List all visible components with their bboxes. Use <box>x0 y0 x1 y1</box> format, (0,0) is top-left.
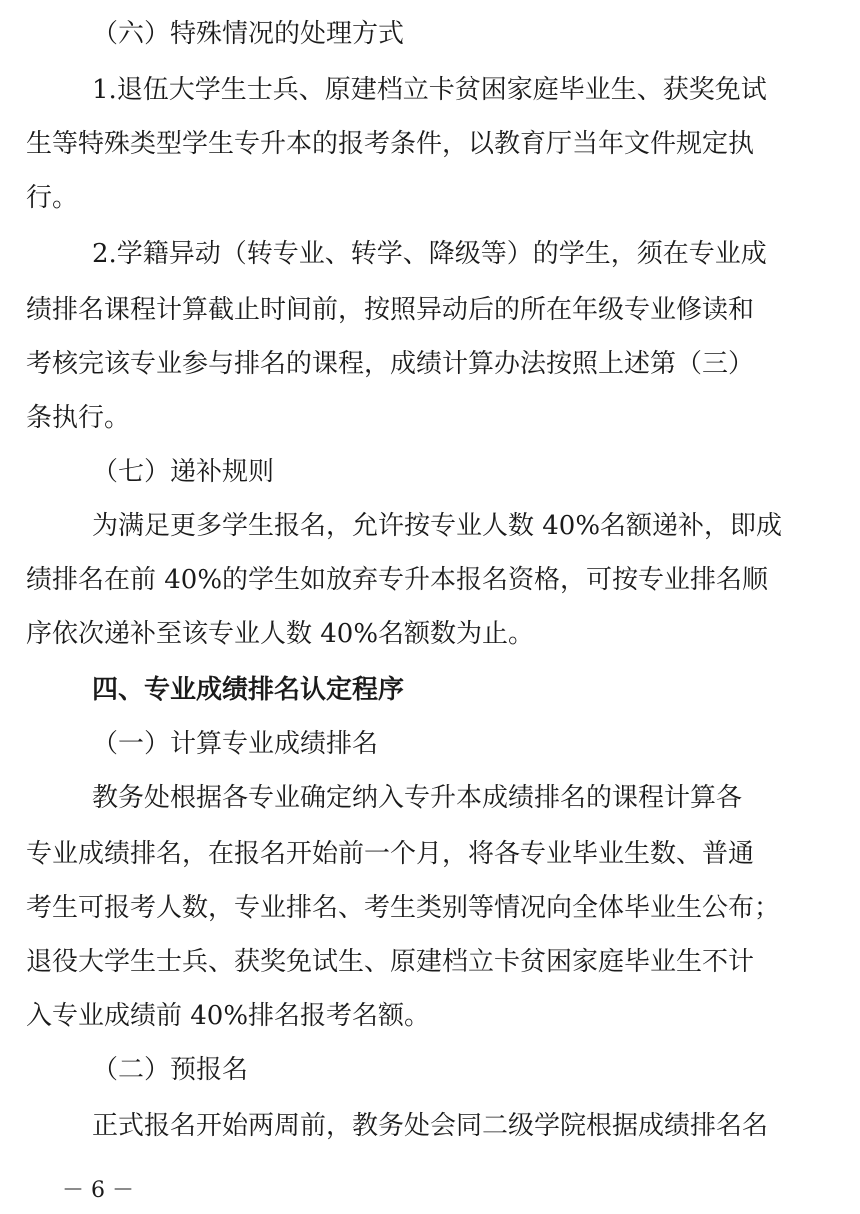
paragraph-line: 退役大学生士兵、获奖免试生、原建档立卡贫困家庭毕业生不计 <box>26 947 755 977</box>
paragraph-line: 绩排名在前 40%的学生如放弃专升本报名资格，可按专业排名顺 <box>26 565 769 595</box>
paragraph-line: 考生可报考人数，专业排名、考生类别等情况向全体毕业生公布； <box>26 893 781 923</box>
chapter-heading-ranking-procedure: 四、专业成绩排名认定程序 <box>92 675 405 705</box>
page-number: － 6 － <box>62 1178 134 1203</box>
paragraph-line: 入专业成绩前 40%排名报考名额。 <box>26 1001 431 1031</box>
paragraph-line: 生等特殊类型学生专升本的报考条件，以教育厅当年文件规定执 <box>26 129 755 159</box>
section-heading-calculate-ranking: （一）计算专业成绩排名 <box>92 729 379 759</box>
paragraph-line: 为满足更多学生报名，允许按专业人数 40%名额递补，即成 <box>92 511 783 541</box>
paragraph-line: 行。 <box>26 183 79 213</box>
paragraph-line: 教务处根据各专业确定纳入专升本成绩排名的课程计算各 <box>92 783 743 813</box>
paragraph-line: 2.学籍异动（转专业、转学、降级等）的学生，须在专业成 <box>92 239 767 269</box>
paragraph-line: 考核完该专业参与排名的课程，成绩计算办法按照上述第（三） <box>26 349 755 379</box>
paragraph-line: 专业成绩排名，在报名开始前一个月，将各专业毕业生数、普通 <box>26 839 755 869</box>
section-heading-special-cases: （六）特殊情况的处理方式 <box>92 19 405 49</box>
paragraph-line: 条执行。 <box>26 403 131 433</box>
paragraph-line: 1.退伍大学生士兵、原建档立卡贫困家庭毕业生、获奖免试 <box>92 75 767 105</box>
section-heading-backfill-rules: （七）递补规则 <box>92 457 275 487</box>
paragraph-line: 绩排名课程计算截止时间前，按照异动后的所在年级专业修读和 <box>26 295 755 325</box>
section-heading-pre-registration: （二）预报名 <box>92 1055 249 1085</box>
paragraph-line: 序依次递补至该专业人数 40%名额数为止。 <box>26 619 535 649</box>
paragraph-line: 正式报名开始两周前，教务处会同二级学院根据成绩排名名 <box>92 1111 769 1141</box>
